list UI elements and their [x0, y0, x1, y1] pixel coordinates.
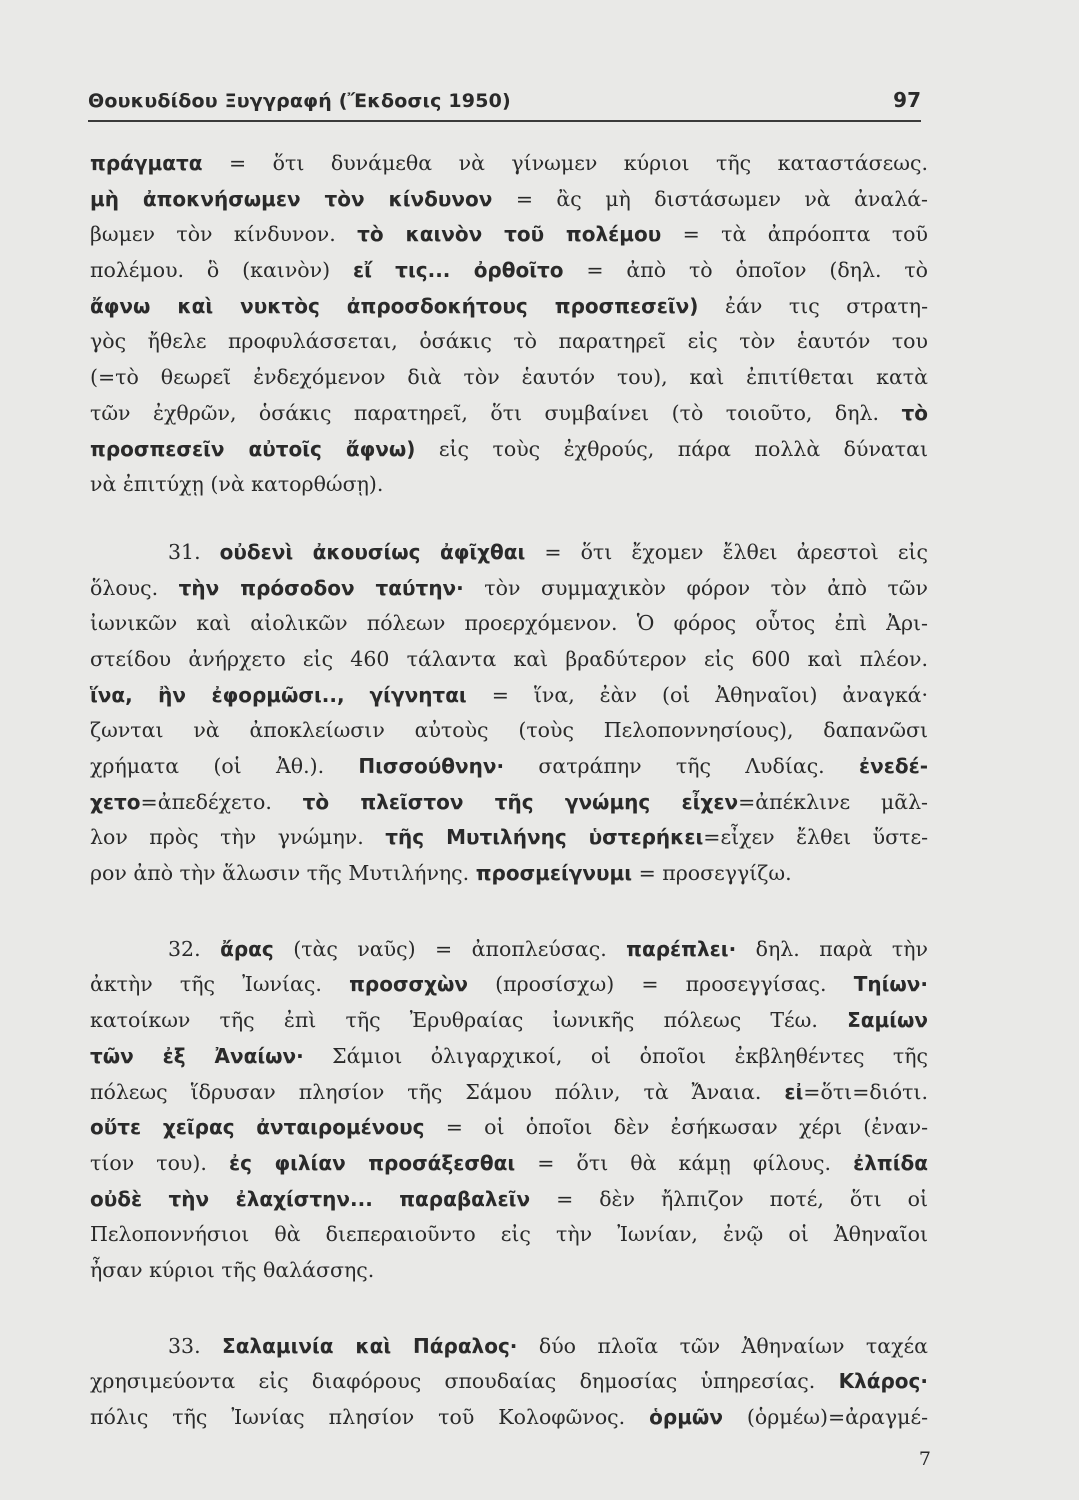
gloss-text: στείδου ἀνήρχετο εἰς 460 τάλαντα καὶ βραδύτερον εἰς 600 καὶ πλέον. [90, 646, 928, 671]
text-line [90, 606, 928, 642]
text-line [90, 642, 928, 678]
gloss-text: βωμεν τὸν κίνδυνον. [90, 222, 358, 247]
gloss-text: χρησιμεύοντα εἰς διαφόρους σπουδαίας δημοσίας ὑπηρεσίας. [90, 1369, 839, 1394]
gloss-text: 33. [168, 1333, 223, 1358]
gloss-text: (προσίσχω) = προσεγγίσας. [468, 972, 854, 997]
lemma-term: προσσχὼν [349, 972, 468, 997]
lemma-term: τῆς Μυτιλήνης ὑστερήκει [385, 825, 704, 850]
text-line [90, 360, 928, 396]
gloss-text: ἐάν τις στρατη- [698, 293, 928, 318]
paragraph-section-31 [90, 535, 928, 892]
gloss-text: Πελοποννήσιοι θὰ διεπεραιοῦντο εἰς τὴν Ἰωνίαν, ἐνῷ οἱ Ἀθηναῖοι [90, 1222, 928, 1247]
gloss-text: χρήματα (οἱ Ἀθ.). [90, 754, 359, 778]
text-line [90, 217, 928, 253]
text-line [90, 253, 928, 289]
paragraph-glosses-intro [90, 146, 928, 503]
lemma-term: τὴν πρόσοδον ταύτην· [178, 575, 464, 600]
lemma-term: τῶν ἐξ Ἀναίων· [90, 1043, 304, 1068]
running-header [88, 88, 921, 122]
lemma-term: μὴ ἀποκνήσωμεν τὸν κίνδυνον [90, 186, 493, 211]
text-line [90, 1364, 928, 1400]
signature-mark: 7 [918, 1448, 931, 1470]
text-line [90, 820, 928, 856]
text-line [90, 785, 928, 821]
lemma-term: παρέπλει· [626, 936, 737, 961]
gloss-text: τῶν ἐχθρῶν, ὁσάκις παρατηρεῖ, ὅτι συμβαίνει (τὸ τοιοῦτο, δηλ. [90, 400, 902, 425]
text-line [90, 1253, 928, 1289]
text-line [90, 432, 928, 468]
text-line [90, 678, 928, 714]
text-line [90, 467, 928, 503]
lemma-term: εἴ τις... ὀρθοῖτο [352, 258, 564, 283]
gloss-text: = ὅτι ἔχομεν ἔλθει ἀρεστοὶ εἰς [525, 539, 929, 564]
gloss-text: τίον του). [90, 1150, 229, 1175]
text-line [90, 749, 928, 785]
lemma-term: ἐλπίδα [853, 1150, 928, 1175]
text-line [90, 571, 928, 607]
gloss-text: ἀκτὴν τῆς Ἰωνίας. [90, 972, 350, 997]
gloss-text: κατοίκων τῆς ἐπὶ τῆς Ἐρυθραίας ἰωνικῆς πόλεως Τέω. [90, 1008, 848, 1033]
gloss-text: γὸς ἤθελε προφυλάσσεται, ὁσάκις τὸ παρατηρεῖ εἰς τὸν ἑαυτόν του [90, 329, 928, 354]
text-line [90, 535, 928, 571]
text-line [90, 324, 928, 360]
lemma-term: Κλάρος· [838, 1369, 928, 1394]
lemma-term: εἰ [784, 1079, 804, 1104]
gloss-text: 31. [168, 539, 220, 564]
lemma-term: ἄρας [220, 936, 274, 961]
gloss-text: 32. [168, 936, 221, 961]
text-line [90, 1217, 928, 1253]
gloss-text [345, 683, 370, 707]
text-line [90, 396, 928, 432]
header-title: Θουκυδίδου Ξυγγραφή (Ἔκδοσις 1950) [88, 90, 511, 112]
lemma-term: ὁρμῶν [649, 1405, 723, 1429]
gloss-text: Σάμιοι ὀλιγαρχικοί, οἱ ὁποῖοι ἐκβληθέντες τῆς [303, 1043, 928, 1068]
gloss-text: = οἱ ὁποῖοι δὲν ἐσήκωσαν χέρι (ἐναν- [424, 1115, 928, 1140]
gloss-text: = ὅτι δυνάμεθα νὰ γίνωμεν κύριοι τῆς καταστάσεως. [202, 151, 928, 175]
lemma-term: Τηίων· [853, 972, 928, 997]
lemma-term: γίγνηται [369, 682, 467, 707]
gloss-text: =ἀπέκλινε μᾶλ- [738, 789, 928, 814]
text-line [90, 713, 928, 749]
lemma-term: προσπεσεῖν αὐτοῖς ἄφνω) [90, 436, 416, 461]
text-line [90, 146, 928, 182]
gloss-text: = ἀπὸ τὸ ὁποῖον (δηλ. τὸ [563, 258, 929, 283]
text-line [90, 1182, 928, 1218]
paragraph-section-32 [90, 932, 928, 1289]
gloss-text: =ἀπεδέχετο. [140, 789, 303, 814]
paragraph-section-33 [90, 1329, 928, 1436]
gloss-text: ρον ἀπὸ τὴν ἅλωσιν τῆς Μυτιλήνης. [90, 861, 476, 886]
lemma-term: προσμείγνυμι [475, 861, 633, 886]
gloss-text: πόλεως ἵδρυσαν πλησίον τῆς Σάμου πόλιν, τὰ Ἄναια. [90, 1079, 785, 1104]
lemma-term: ἵνα, ἢν ἐφορμῶσι.., [90, 682, 345, 707]
text-line [90, 1146, 928, 1182]
text-line [90, 856, 928, 892]
gloss-text: πόλις τῆς Ἰωνίας πλησίον τοῦ Κολοφῶνος. [90, 1405, 650, 1429]
gloss-text: σατράπην τῆς Λυδίας. [504, 754, 859, 778]
lemma-term: Πισσούθνην· [358, 754, 505, 778]
lemma-term: ἄφνω καὶ νυκτὸς ἀπροσδοκήτους προσπεσεῖν) [90, 293, 699, 318]
lemma-term: χετο [90, 789, 141, 814]
gloss-text: (ὁρμέω)=ἀραγμέ- [722, 1405, 929, 1429]
gloss-text: ἰωνικῶν καὶ αἰολικῶν πόλεων προερχόμενον. Ὁ φόρος οὗτος ἐπὶ Ἀρι- [90, 611, 928, 636]
body-text [90, 146, 928, 1436]
lemma-term: πράγματα [90, 151, 203, 175]
gloss-text: τὸν συμμαχικὸν φόρον τὸν ἀπὸ τῶν [463, 575, 928, 600]
lemma-term: τὸ πλεῖστον τῆς γνώμης εἶχεν [302, 789, 739, 814]
gloss-text: =εἶχεν ἔλθει ὕστε- [703, 825, 928, 850]
lemma-term: οὐδενὶ ἀκουσίως ἀφῖχθαι [219, 539, 526, 564]
text-line [90, 1039, 928, 1075]
gloss-text: δηλ. παρὰ τὴν [736, 936, 929, 961]
gloss-text: = δὲν ἤλπιζον ποτέ, ὅτι οἱ [530, 1186, 928, 1211]
lemma-term: ἐνεδέ- [858, 754, 928, 778]
gloss-text: ζωνται νὰ ἀποκλείωσιν αὐτοὺς (τοὺς Πελοποννησίους), δαπανῶσι [90, 718, 928, 743]
text-line [90, 182, 928, 218]
gloss-text: ἦσαν κύριοι τῆς θαλάσσης. [90, 1257, 375, 1282]
lemma-term: Σαλαμινία καὶ Πάραλος· [222, 1333, 518, 1358]
gloss-text: εἰς τοὺς ἐχθρούς, πάρα πολλὰ δύναται [415, 436, 928, 461]
text-line [90, 1075, 928, 1111]
text-line [90, 967, 928, 1003]
text-line [90, 1110, 928, 1146]
text-line [90, 1400, 928, 1436]
gloss-text: = ἵνα, ἐὰν (οἱ Ἀθηναῖοι) ἀναγκά· [466, 682, 928, 707]
lemma-term: τὸ [901, 400, 928, 425]
gloss-text: δύο πλοῖα τῶν Ἀθηναίων ταχέα [517, 1333, 928, 1358]
gloss-text: (τὰς ναῦς) = ἀποπλεύσας. [273, 936, 627, 961]
gloss-text: ὅλους. [90, 575, 179, 600]
gloss-text: = ἂς μὴ διστάσωμεν νὰ ἀναλά- [492, 186, 928, 211]
gloss-text: πολέμου. ὃ (καινὸν) [90, 258, 353, 283]
gloss-text: λον πρὸς τὴν γνώμην. [90, 825, 386, 850]
lemma-term: ἐς φιλίαν προσάξεσθαι [228, 1150, 516, 1175]
lemma-term: Σαμίων [847, 1008, 928, 1033]
gloss-text: (=τὸ θεωρεῖ ἐνδεχόμενον διὰ τὸν ἑαυτόν του), καὶ ἐπιτίθεται κατὰ [90, 365, 928, 390]
text-line [90, 1329, 928, 1365]
text-line [90, 289, 928, 325]
gloss-text: = τὰ ἀπρόοπτα τοῦ [661, 222, 928, 247]
gloss-text: = ὅτι θὰ κάμῃ φίλους. [515, 1150, 854, 1175]
gloss-text: =ὅτι=διότι. [803, 1079, 928, 1104]
text-line [90, 932, 928, 968]
lemma-term: οὔτε χεῖρας ἀνταιρομένους [90, 1115, 425, 1140]
gloss-text: = προσεγγίζω. [632, 861, 792, 886]
lemma-term: οὐδὲ τὴν ἐλαχίστην... παραβαλεῖν [90, 1186, 531, 1211]
text-line [90, 1003, 928, 1039]
page-number: 97 [893, 88, 921, 112]
lemma-term: τὸ καινὸν τοῦ πολέμου [357, 222, 662, 247]
gloss-text: νὰ ἐπιτύχῃ (νὰ κατορθώσῃ). [90, 472, 384, 497]
